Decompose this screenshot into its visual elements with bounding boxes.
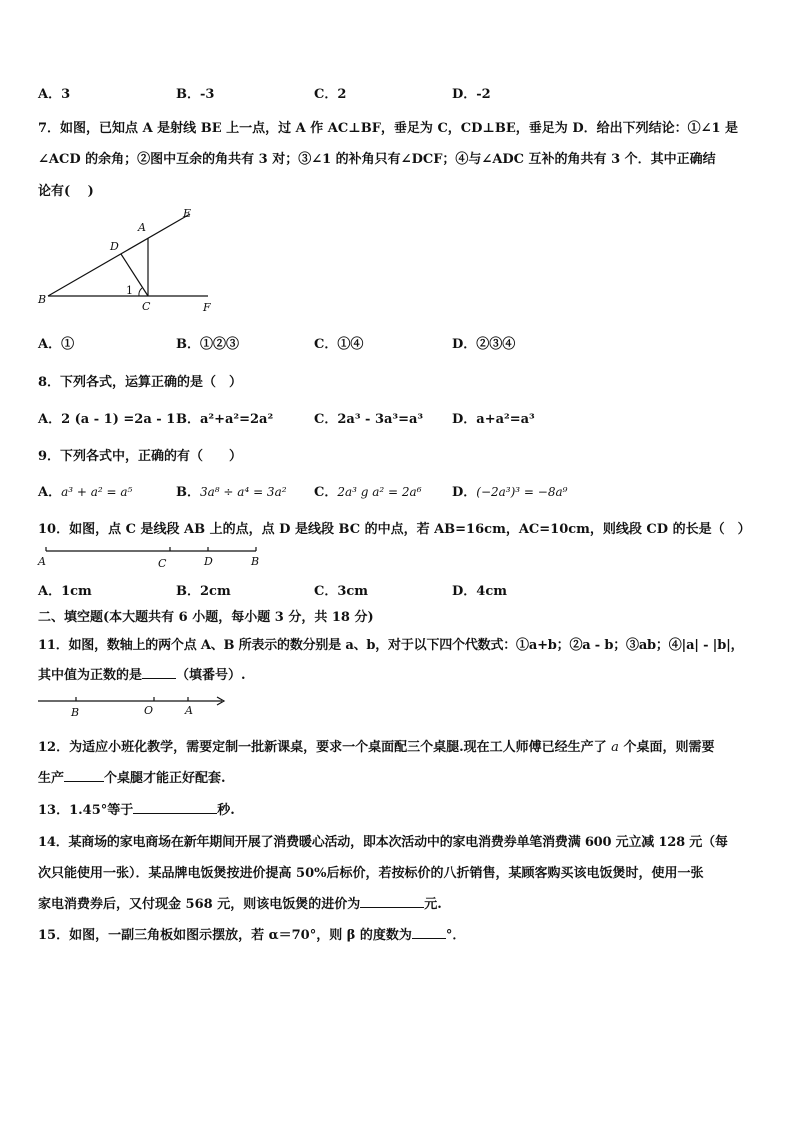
q9-option-b-label: B． [176,485,200,500]
q14-text-line3 [38,893,442,912]
q13-text [38,799,235,818]
q10-option-a: A．1cm [38,584,92,599]
q13-answer-blank[interactable] [133,801,217,814]
q8-option-b: B．a²+a²=2a² [176,412,274,427]
q7-option-a: A．① [38,337,75,352]
label-e: E [183,207,192,220]
ray-be [48,214,190,296]
label-d: D [110,240,119,253]
q9-option-a [38,481,132,500]
label-f: F [203,301,211,314]
q10-option-b: B．2cm [176,584,231,599]
q11-number-line [34,690,234,720]
q9-option-b [176,481,287,500]
label-b: B [38,293,47,306]
q6-option-d: D．-2 [452,87,491,102]
label-b: B [251,555,260,568]
q9-option-d-expr: (−2a³)³ = −8a⁹ [476,485,568,499]
q12-line2-post: 个桌腿才能正好配套. [104,771,226,786]
q9-text: 9．下列各式中，正确的有（ ） [38,449,243,464]
q15-answer-blank[interactable] [412,926,446,939]
q11-text-line1: 11．如图，数轴上的两个点 A、B 所表示的数分别是 a、b，对于以下四个代数式：①a+b；②a - b；③ab；④|a| - |b|， [38,638,744,653]
q6-option-a: A．3 [38,87,71,102]
label-a: A [185,704,193,717]
q14-answer-blank[interactable] [360,895,424,908]
q7-option-b: B．①②③ [176,337,239,352]
q15-text [38,924,465,943]
q11-line2-pre: 其中值为正数的是 [38,668,143,683]
q13-post: 秒. [217,803,235,818]
q8-option-a: A．2 (a - 1) =2a - 1 [38,412,176,427]
label-a: A [138,221,146,234]
q9-option-d [452,481,567,500]
q10-figure [34,540,270,570]
q14-line3-pre: 家电消费券后，又付现金 568 元，则该电饭煲的进价为 [38,897,361,912]
q9-option-c-label: C． [314,485,338,500]
q15-post: °． [445,928,466,943]
label-o: O [144,704,154,717]
q9-option-a-label: A． [38,485,62,500]
q9-option-d-label: D． [452,485,477,500]
q8-text: 8．下列各式，运算正确的是（ ） [38,375,243,390]
q10-text: 10．如图，点 C 是线段 AB 上的点，点 D 是线段 BC 的中点，若 AB=16cm，AC=10cm，则线段 CD 的长是（ ） [38,522,751,537]
q12-variable: a [611,740,619,755]
q12-text-line2 [38,767,226,786]
q8-option-c: C．2a³ - 3a³=a³ [314,412,424,427]
q6-option-c: C．2 [314,87,347,102]
q7-option-c: C．①④ [314,337,364,352]
q9-option-a-expr: a³ + a² = a⁵ [61,485,133,499]
q15-pre: 15．如图，一副三角板如图示摆放，若 α＝70°，则 β 的度数为 [38,928,412,943]
section-2-title: 二、填空题(本大题共有 6 小题，每小题 3 分，共 18 分) [38,610,374,625]
q12-line1-pre: 12．为适应小班化教学，需要定制一批新课桌，要求一个桌面配三个桌腿.现在工人师傅已经生产了 [38,740,607,755]
q10-option-c: C．3cm [314,584,369,599]
q8-option-d: D．a+a²=a³ [452,412,535,427]
q7-text-line2: ∠ACD 的余角；②图中互余的角共有 3 对；③∠1 的补角只有∠DCF；④与∠ADC 互补的角共有 3 个．其中正确结 [38,152,716,167]
q12-line1-post: 个桌面，则需要 [623,740,715,755]
q9-option-b-expr: 3a⁸ ÷ a⁴ = 3a² [200,485,287,499]
label-c: C [142,300,151,313]
q7-text-line1: 7．如图，已知点 A 是射线 BE 上一点，过 A 作 AC⊥BF，垂足为 C，CD⊥BE，垂足为 D．给出下列结论：①∠1 是 [38,121,739,136]
label-b: B [71,706,80,719]
label-c: C [158,557,167,570]
q11-line2-post: （填番号）. [176,668,246,683]
q7-figure [30,204,230,316]
q12-text-line1 [38,736,714,755]
q13-pre: 13．1.45°等于 [38,803,134,818]
q9-option-c-expr: 2a³ g a² = 2a⁶ [337,485,422,499]
q6-option-b: B．-3 [176,87,215,102]
q11-text-line2 [38,664,246,683]
label-d: D [204,555,213,568]
q11-answer-blank[interactable] [142,666,176,679]
label-angle-1: 1 [126,284,133,297]
label-a: A [38,555,46,568]
angle-1-arc [139,288,142,296]
q12-answer-blank[interactable] [64,769,104,782]
q9-option-c [314,481,422,500]
q14-text-line2: 次只能使用一张）．某品牌电饭煲按进价提高 50%后标价，若按标价的八折销售，某顾客购买该电饭煲时，使用一张 [38,866,704,881]
q10-option-d: D．4cm [452,584,507,599]
q14-line3-post: 元. [424,897,442,912]
q7-option-d: D．②③④ [452,337,516,352]
q7-text-line3: 论有( ) [38,184,94,199]
q14-text-line1: 14．某商场的家电商场在新年期间开展了消费暖心活动，即本次活动中的家电消费券单笔消费满 600 元立减 128 元（每 [38,835,728,850]
q12-line2-pre: 生产 [38,771,65,786]
